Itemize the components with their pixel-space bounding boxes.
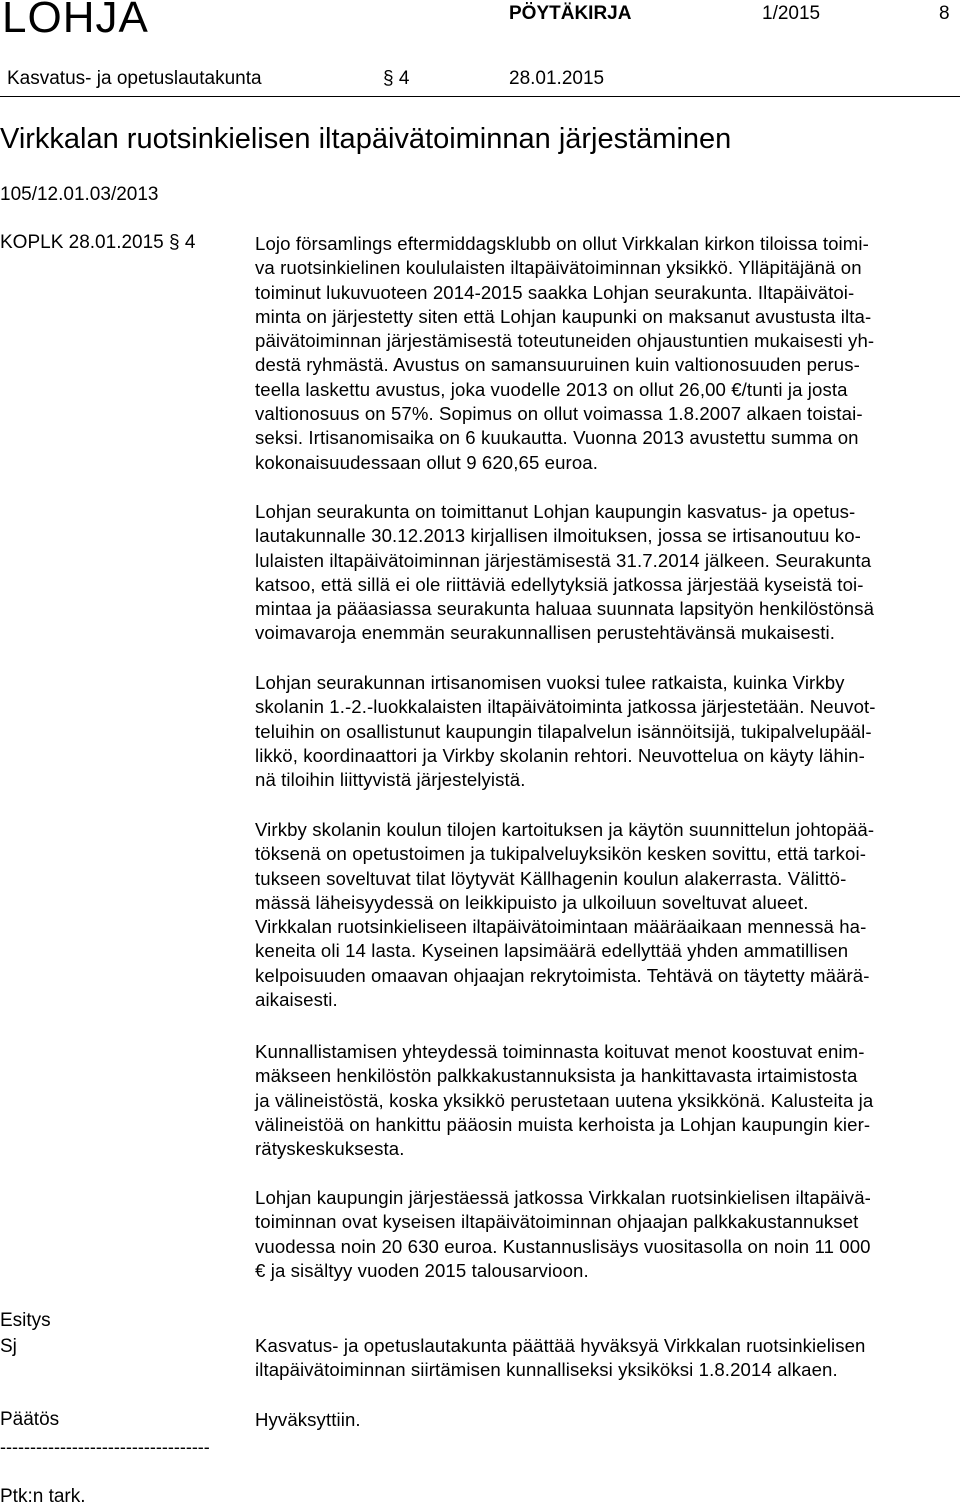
text-line: lautakunnalle 30.12.2013 kirjallisen ilmoituksen, jossa se irtisanoutuu ko- [255,525,861,547]
text-line: rätyskeskuksesta. [255,1138,405,1160]
text-line: Lohjan seurakunnan irtisanomisen vuoksi tulee ratkaista, kuinka Virkby [255,672,845,693]
text-line: aikaisesti. [255,989,338,1011]
committee-name: Kasvatus- ja opetuslautakunta [7,68,262,89]
text-line: toiminnan ovat kyseisen iltapäivätoiminnan ohjaajan palkkakustannukset [255,1211,859,1233]
text-line: vuodessa noin 20 630 euroa. Kustannuslisäys vuositasolla on noin 11 000 [255,1235,871,1257]
text-line: mintaa ja pääasiassa seurakunta haluaa suunnata lapsityön henkilöstönsä [255,598,875,620]
text-line: teluihin on osallistunut kaupungin tilapalvelun isännöitsijä, tukipalvelupääl- [255,720,872,742]
text-line: Lohjan kaupungin järjestäessä jatkossa Virkkalan ruotsinkielisen iltapäivä- [255,1187,871,1208]
text-line: töksenä on opetustoimen ja tukipalveluyksikön kesken sovittu, että tarkoi- [255,843,866,865]
text-line: voimavaroja enemmän seurakunnallisen perustehtävänsä mukaisesti. [255,622,836,644]
text-line: seksi. Irtisanomisaika on 6 kuukautta. Vuonna 2013 avustettu summa on [255,427,859,449]
text-line: katsoo, että sillä ei ole riittäviä edellytyksiä jatkossa järjestää kyseistä toi- [255,573,864,595]
text-line: toiminut lukuvuoteen 2014-2015 saakka Lohjan seurakunta. Iltapäivätoi- [255,281,855,303]
text-line: skolanin 1.-2.-luokkalaisten iltapäivätoiminta jatkossa järjestetään. Neuvot- [255,696,876,718]
text-line: Lohjan seurakunta on toimittanut Lohjan kaupungin kasvatus- ja opetus- [255,501,856,522]
text-line: € ja sisältyy vuoden 2015 talousarvioon. [255,1259,589,1281]
header-divider [0,96,960,97]
text-line: keneita oli 14 lasta. Kyseinen lapsimäärä edellyttää yhden ammatillisen [255,940,849,962]
lohja-logo: LOHJA [2,0,149,42]
text-line: ja välineistöstä, koska yksikkö perustetaan uutena yksikkönä. Kalusteita ja [255,1089,874,1111]
text-line: va ruotsinkielinen koululaisten iltapäivätoiminnan yksikkö. Ylläpitäjänä on [255,257,862,279]
text-line: iltapäivätoiminnan siirtämisen kunnalliseksi yksiköksi 1.8.2014 alkaen. [255,1359,838,1381]
text-line: kokonaisuudessaan ollut 9 620,65 euroa. [255,451,598,473]
text-line: tukseen soveltuvat tilat löytyvät Källhagenin koulun alakerrasta. Välittö- [255,867,847,889]
text-line: Virkkalan ruotsinkieliseen iltapäivätoimintaan määräaikaan mennessä ha- [255,916,867,938]
minutes-checker-note: Ptk:n tark. [0,1486,86,1507]
text-line: kelpoisuuden omaavan ohjaajan rekrytoimista. Tehtävä on täytetty määrä- [255,964,870,986]
text-line: päivätoiminnan järjestämisestä toteutuneiden ohjaustuntien mukaisesti yh- [255,330,875,352]
text-line: likkö, koordinaattori ja Virkby skolanin rehtori. Neuvottelua on käyty lähin- [255,744,865,766]
paragraph-2 [255,500,955,646]
text-line: Kasvatus- ja opetuslautakunta päättää hyväksyä Virkkalan ruotsinkielisen [255,1335,866,1356]
document-type: PÖYTÄKIRJA [509,3,632,24]
page-number: 8 [939,3,950,24]
separator-line: ----------------------------------- [0,1437,210,1457]
decision-label: Päätös [0,1409,60,1430]
meeting-reference: KOPLK 28.01.2015 § 4 [0,232,196,253]
paragraph-5 [255,1040,955,1161]
text-line: valtionosuus on 57%. Sopimus on ollut voimassa 1.8.2007 alkaen toistai- [255,403,863,425]
text-line: mässä läheisyydessä on leikkipuisto ja ulkoiluun soveltuvat alueet. [255,891,809,913]
text-line: minta on järjestetty siten että Lohjan kaupunki on maksanut avustusta ilta- [255,305,872,327]
document-number: 1/2015 [762,3,821,24]
text-line: nä tiloihin liittyvistä järjestelyistä. [255,769,526,791]
page-title: Virkkalan ruotsinkielisen iltapäivätoiminnan järjestäminen [0,123,732,155]
section-number: § 4 [383,68,410,89]
meeting-date: 28.01.2015 [509,68,605,89]
text-line: Hyväksyttiin. [255,1409,361,1430]
proposal-text [255,1334,955,1383]
text-line: destä ryhmästä. Avustus on samansuuruinen kuin valtionosuuden perus- [255,354,860,376]
paragraph-3 [255,671,955,792]
decision-text [255,1408,955,1432]
paragraph-6 [255,1186,955,1283]
text-line: välineistöä on hankittu pääosin muista kerhoista ja Lohjan kaupungin kier- [255,1113,871,1135]
text-line: lulaisten iltapäivätoiminnan järjestämisestä 31.7.2014 jälkeen. Seurakunta [255,549,872,571]
text-line: teella laskettu avustus, joka vuodelle 2013 on ollut 26,00 €/tunti ja josta [255,378,848,400]
proposal-label: Esitys [0,1310,51,1331]
text-line: Lojo församlings eftermiddagsklubb on ollut Virkkalan kirkon tiloissa toimi- [255,233,869,254]
diary-number: 105/12.01.03/2013 [0,184,159,205]
text-line: Kunnallistamisen yhteydessä toiminnasta koituvat menot koostuvat enim- [255,1041,865,1062]
paragraph-4 [255,818,955,1012]
proposer-label: Sj [0,1336,17,1357]
text-line: mäkseen henkilöstön palkkakustannuksista ja hankittavasta irtaimistosta [255,1065,858,1087]
text-line: Virkby skolanin koulun tilojen kartoituksen ja käytön suunnittelun johtopää- [255,819,875,840]
paragraph-1 [255,232,955,475]
